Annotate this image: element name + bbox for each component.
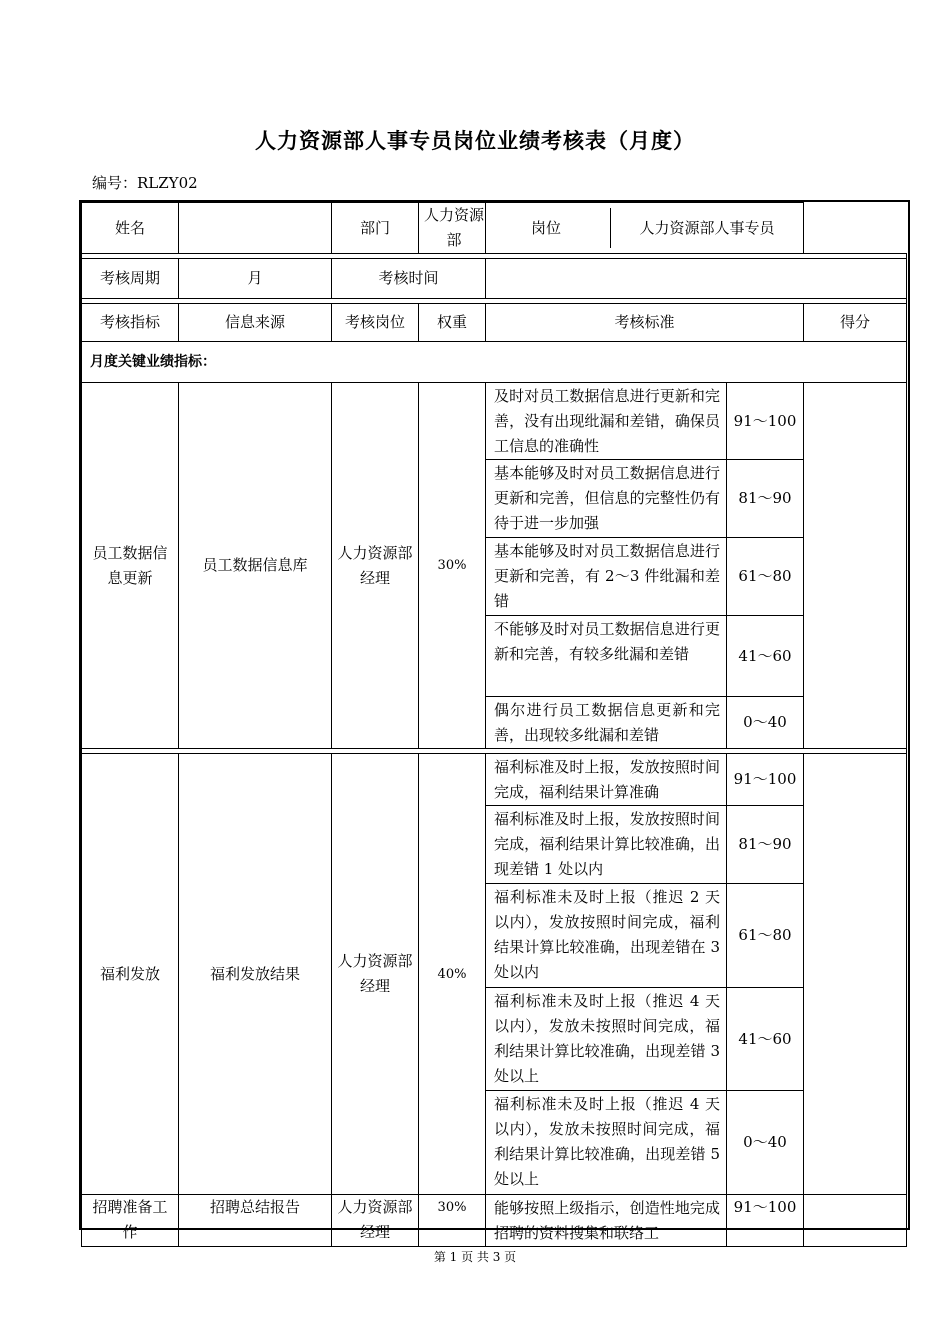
indicator-name: 员工数据信息更新 xyxy=(82,383,179,749)
indicator-source: 员工数据信息库 xyxy=(179,383,332,749)
criterion-range: 81～90 xyxy=(727,460,804,538)
indicator-weight: 30% xyxy=(419,1195,486,1247)
score-cell[interactable] xyxy=(804,1195,907,1247)
indicator-weight: 40% xyxy=(419,754,486,1195)
criterion-text: 不能够及时对员工数据信息进行更新和完善，有较多纰漏和差错 xyxy=(486,616,727,697)
col-weight: 权重 xyxy=(419,304,486,342)
criterion-text: 福利标准及时上报，发放按照时间完成，福利结果计算比较准确，出现差错 1 处以内 xyxy=(486,806,727,884)
col-assessor: 考核岗位 xyxy=(332,304,419,342)
indicator-name: 福利发放 xyxy=(82,754,179,1195)
criterion-text: 及时对员工数据信息进行更新和完善，没有出现纰漏和差错，确保员工信息的准确性 xyxy=(486,383,727,460)
page-footer: 第 1 页 共 3 页 xyxy=(433,1250,517,1264)
table-row xyxy=(82,1195,907,1247)
indicator-assessor: 人力资源部经理 xyxy=(332,754,419,1195)
col-source: 信息来源 xyxy=(179,304,332,342)
header-row-basic xyxy=(82,203,907,254)
criterion-text: 基本能够及时对员工数据信息进行更新和完善，但信息的完整性仍有待于进一步加强 xyxy=(486,460,727,538)
criterion-text: 福利标准及时上报，发放按照时间完成，福利结果计算准确 xyxy=(486,754,727,806)
score-cell[interactable] xyxy=(804,383,907,749)
criterion-text: 福利标准未及时上报（推迟 4 天以内），发放未按照时间完成，福利结果计算比较准确，出现差错 5 处以上 xyxy=(486,1091,727,1195)
criterion-range: 61～80 xyxy=(727,538,804,616)
table-row xyxy=(82,383,907,460)
dept-label: 部门 xyxy=(332,203,419,254)
col-indicator: 考核指标 xyxy=(82,304,179,342)
period-label: 考核周期 xyxy=(82,259,179,299)
indicator-assessor: 人力资源部经理 xyxy=(332,1195,419,1247)
dept-value: 人力资源部 xyxy=(419,203,486,254)
criterion-range: 91～100 xyxy=(727,383,804,460)
indicator-source: 招聘总结报告 xyxy=(179,1195,332,1247)
criterion-range: 91～100 xyxy=(727,754,804,806)
document-number: 编号：RLZY02 xyxy=(92,174,198,192)
column-header-row xyxy=(82,304,907,342)
criterion-text: 福利标准未及时上报（推迟 2 天以内），发放按照时间完成，福利结果计算比较准确，出现差错在 3 处以内 xyxy=(486,884,727,988)
indicator-assessor: 人力资源部经理 xyxy=(332,383,419,749)
col-standard: 考核标准 xyxy=(486,304,804,342)
header-row-period xyxy=(82,259,907,299)
criterion-text: 偶尔进行员工数据信息更新和完善，出现较多纰漏和差错 xyxy=(486,697,727,749)
time-value[interactable] xyxy=(486,259,907,299)
section-label: 月度关键业绩指标： xyxy=(82,342,907,383)
post-cells xyxy=(486,208,803,248)
score-cell[interactable] xyxy=(804,754,907,1195)
criterion-range: 91～100 xyxy=(727,1195,804,1247)
criterion-range: 0～40 xyxy=(727,1091,804,1195)
post-value: 人力资源部人事专员 xyxy=(639,219,775,237)
criterion-range: 61～80 xyxy=(727,884,804,988)
col-score: 得分 xyxy=(804,304,907,342)
criterion-range: 81～90 xyxy=(727,806,804,884)
criterion-range: 0～40 xyxy=(727,697,804,749)
criterion-range: 41～60 xyxy=(727,616,804,697)
page-title: 人力资源部人事专员岗位业绩考核表（月度） xyxy=(255,128,695,153)
indicator-source: 福利发放结果 xyxy=(179,754,332,1195)
indicator-weight: 30% xyxy=(419,383,486,749)
criterion-range: 41～60 xyxy=(727,988,804,1091)
criterion-text: 基本能够及时对员工数据信息进行更新和完善，有 2～3 件纰漏和差错 xyxy=(486,538,727,616)
assessment-table xyxy=(81,202,907,1247)
indicator-name: 招聘准备工作 xyxy=(82,1195,179,1247)
post-label: 岗位 xyxy=(486,208,612,248)
section-row xyxy=(82,342,907,383)
criterion-text: 福利标准未及时上报（推迟 4 天以内），发放未按照时间完成，福利结果计算比较准确，出现差错 3 处以上 xyxy=(486,988,727,1091)
period-value: 月 xyxy=(179,259,332,299)
name-value[interactable] xyxy=(179,203,332,254)
name-label: 姓名 xyxy=(82,203,179,254)
time-label: 考核时间 xyxy=(332,259,486,299)
table-row xyxy=(82,754,907,806)
criterion-text: 能够按照上级指示，创造性地完成招聘的资料搜集和联络工 xyxy=(486,1195,727,1247)
